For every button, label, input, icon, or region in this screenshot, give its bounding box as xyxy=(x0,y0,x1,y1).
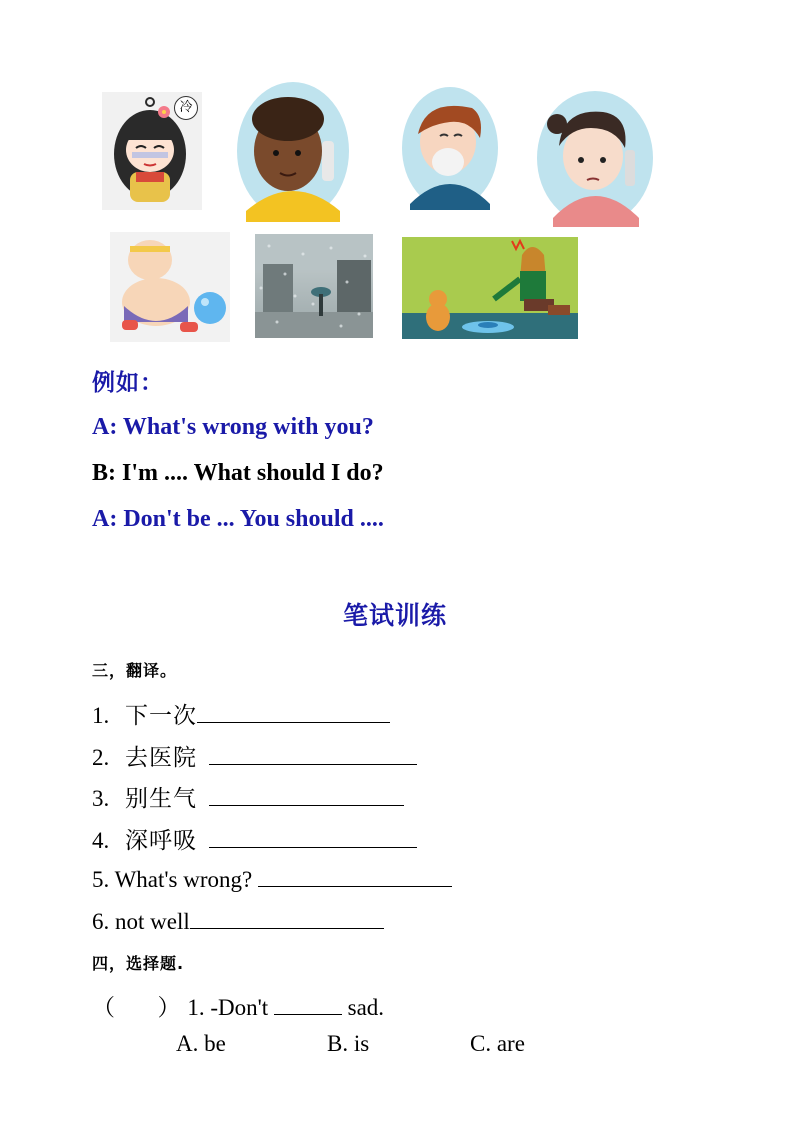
option-a[interactable]: A. be xyxy=(176,1031,226,1056)
item-text: 下一次 xyxy=(125,703,197,729)
item-number: 1. xyxy=(92,703,110,728)
translation-item xyxy=(92,822,417,855)
item-text: 深呼吸 xyxy=(125,828,197,854)
option-b[interactable]: B. is xyxy=(327,1031,370,1056)
translation-item xyxy=(92,739,417,772)
example-heading: 例如： xyxy=(92,370,164,396)
cold-girl-picture xyxy=(102,92,202,210)
item-number: 6. xyxy=(92,909,110,934)
sad-girl-on-phone-picture xyxy=(537,90,654,227)
written-training-title: 笔试训练 xyxy=(343,601,448,630)
item-number: 2. xyxy=(92,745,110,770)
dialog-line-a1: A: What's wrong with you? xyxy=(92,414,374,440)
translation-item xyxy=(92,864,452,893)
answer-blank[interactable] xyxy=(190,906,384,929)
item-text: 去医院 xyxy=(125,745,197,771)
item-text: 别生气 xyxy=(125,786,197,812)
question-prompt-start: 1. -Don't xyxy=(187,995,269,1020)
answer-blank[interactable] xyxy=(209,742,417,765)
option-c[interactable]: C. are xyxy=(470,1031,525,1056)
question-1 xyxy=(92,989,384,1022)
crying-girl-picture xyxy=(402,86,499,210)
rainy-window-picture xyxy=(255,234,373,338)
question-prompt-end: sad. xyxy=(347,995,385,1020)
answer-blank[interactable] xyxy=(209,825,417,848)
girl-and-cat-picture xyxy=(402,237,578,339)
answer-blank[interactable] xyxy=(258,864,452,887)
translation-item xyxy=(92,780,404,813)
cold-badge: 冷 xyxy=(174,96,198,120)
item-text: What's wrong? xyxy=(114,867,253,892)
tired-boy-picture xyxy=(110,232,230,342)
boy-on-phone-picture xyxy=(236,81,350,222)
answer-blank[interactable] xyxy=(209,783,404,806)
translation-item xyxy=(92,906,384,935)
item-number: 4. xyxy=(92,828,110,853)
item-number: 5. xyxy=(92,867,110,892)
dialog-line-b: B: I'm .... What should I do? xyxy=(92,460,384,486)
answer-blank[interactable] xyxy=(197,700,390,723)
answer-blank[interactable] xyxy=(274,992,342,1015)
answer-parentheses[interactable]: （ ） xyxy=(92,995,182,1021)
item-number: 3. xyxy=(92,786,110,811)
section4-heading: 四，选择题. xyxy=(92,954,185,973)
translation-item xyxy=(92,697,390,730)
section3-heading: 三，翻译。 xyxy=(92,661,178,680)
dialog-line-a2: A: Don't be ... You should .... xyxy=(92,506,384,532)
item-text: not well xyxy=(115,909,190,934)
